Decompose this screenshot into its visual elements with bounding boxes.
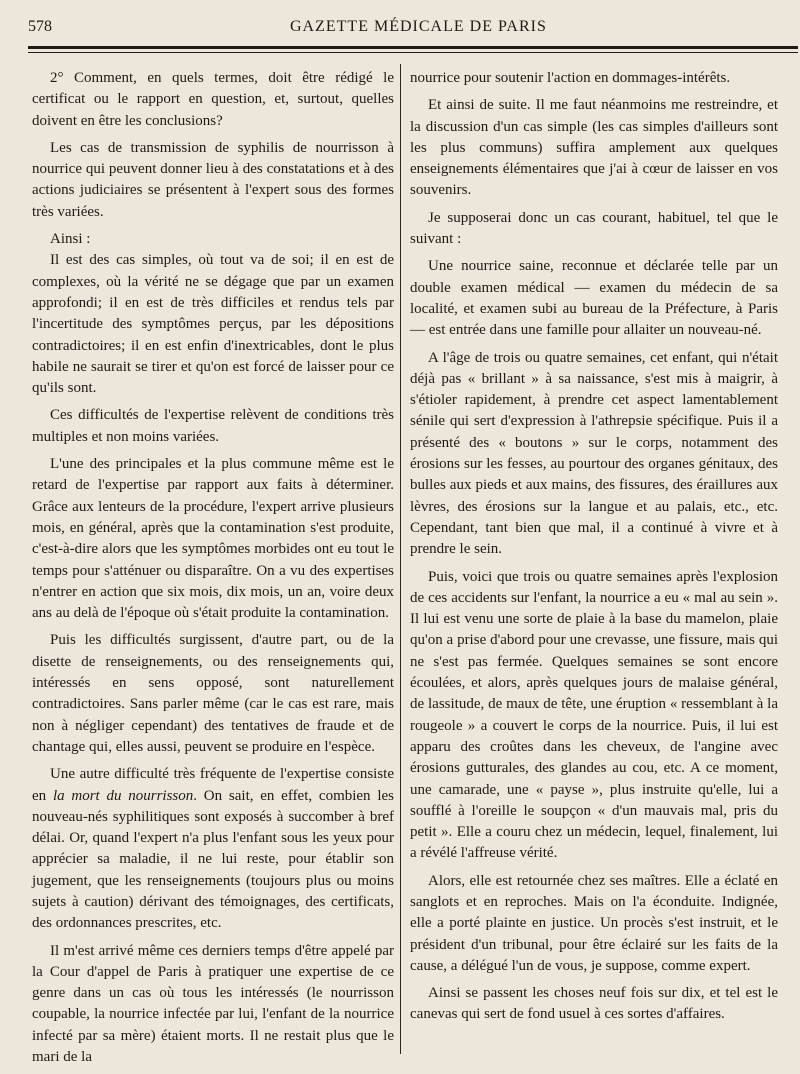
paragraph: Ainsi : — [50, 231, 91, 248]
paragraph: Je supposerai donc un cas courant, habituel, tel que le suivant : — [410, 209, 778, 248]
right-column — [410, 68, 778, 1032]
paragraph: Les cas de transmission de syphilis de nourrisson à nourrice qui peuvent donner lieu à des constatations et à des actions judiciaires se présentent à l'expert sous des formes très variées. — [32, 139, 394, 220]
paragraph: nourrice pour soutenir l'action en dommages-intérêts. — [410, 70, 731, 86]
paragraph: Une nourrice saine, reconnue et déclarée telle par un double examen médical — examen du médecin de sa localité, et examen subi au bureau de la Préfecture, à Paris — est entrée dans une famille pour allaiter un nouveau-né. — [410, 258, 778, 339]
paragraph: L'une des principales et la plus commune même est le retard de l'expertise par rapport aux faits à déterminer. Grâce aux lenteurs de la procédure, l'expert arrive plusieurs mois, en général, après que la contamination s'est produite, c'est-à-dire alors que les symptômes morbides ont eu tout le temps pour s'atténuer ou disparaître. On a vu des expertises n'entrer en action que six mois, dix mois, un an, voire deux ans au delà de l'époque où s'était produite la contamination. — [32, 456, 394, 622]
paragraph: Puis, voici que trois ou quatre semaines après l'explosion de ces accidents sur l'enfant, la nourrice a eu « mal au sein ». Il lui est venu une sorte de plaie à la base du mamelon, plaie qu'on a prise d'abord pour une crevasse, une fissure, mais qui ne s'est pas fermée. Quelques semaines se sont encore écoulées, et alors, après quelques jours de malaise général, de lassitude, de maux de tête, une éruption « ressemblant à la rougeole » a couvert le corps de la nourrice. Puis, il lui est apparu des croûtes dans les cheveux, de l'angine avec érosions gutturales, des glandes au cou, etc. A ce moment, une camarade, une « payse », plus instruite qu'elle, lui a soufflé à l'oreille le soupçon « d'un mauvais mal, pris du petit ». Elle a couru chez un médecin, lequel, finalement, lui a révélé l'affreuse vérité. — [410, 568, 778, 862]
page-header — [28, 14, 798, 42]
paragraph: Alors, elle est retournée chez ses maîtres. Elle a éclaté en sanglots et en reproches. Mais on l'a éconduite. Indignée, elle a porté plainte en justice. Un procès s'est instruit, et le président d'un tribunal, pour être éclairé sur les faits de la cause, a délégué l'un de vous, je suppose, comme expert. — [410, 872, 778, 974]
paragraph-text: . On sait, en effet, combien les nouveau-nés syphilitiques sont exposés à succomber à bref délai. Or, quand l'expert n'a plus l'enfant sous les yeux pour apprécier sa maladie, il ne lui reste, pour établir son jugement, que les renseignements (toujours plus ou moins sujets à caution) dérivant des témoignages, des certificats, des ordonnances prescrites, etc. — [32, 787, 394, 932]
paragraph: Puis les difficultés surgissent, d'autre part, ou de la disette de renseignements, ou des renseignements qui, intéressés en sens opposé, sont naturellement contradictoires. Sans parler même (car le cas est rare, mais non à négliger cependant) des tentatives de fraude et de chantage qui, elles aussi, peuvent se produire en l'espèce. — [32, 632, 394, 755]
paragraph: Ces difficultés de l'expertise relèvent de conditions très multiples et non moins variées. — [32, 407, 394, 445]
paragraph: Il m'est arrivé même ces derniers temps d'être appelé par la Cour d'appel de Paris à pratiquer une expertise de ce genre dans un cas où tous les intéressés (le nourrisson coupable, la nourrice infectée par lui, l'enfant de la nourrice infecté par sa mère) étaient morts. Il ne restait plus que le mari de la — [32, 942, 394, 1066]
left-column — [32, 68, 394, 1074]
paragraph: Il est des cas simples, où tout va de soi; il en est de complexes, où la vérité ne se dégage que par un examen approfondi; il en est de très difficiles et rendus tels par l'incertitude des symptômes perçus, par les dépositions contradictoires; il en est enfin d'inextricables, dont le plus habile ne saurait se tirer et qu'on est forcé de laisser pour ce qu'ils sont. — [32, 252, 394, 397]
paragraph: A l'âge de trois ou quatre semaines, cet enfant, qui n'était déjà pas « brillant » à sa naissance, s'est mis à maigrir, à s'étioler rapidement, à prendre cet aspect lamentablement sénile qui sert d'expression à l'athrepsie spécifique. Puis il a présenté des « boutons » sur le corps, notamment des érosions sur les fesses, au pourtour des organes génitaux, des bulles aux pieds et aux mains, des fissures, des éraillures aux lèvres, des érosions sur la langue et au palais, etc., etc. Cependant, tant bien que mal, il a continué à vivre et à prendre le sein. — [410, 349, 778, 558]
journal-title: GAZETTE MÉDICALE DE PARIS — [290, 18, 547, 35]
column-divider — [400, 64, 401, 1054]
paragraph — [32, 764, 394, 934]
emphasis-text: la mort du nourrisson — [52, 787, 194, 804]
paragraph: Ainsi se passent les choses neuf fois sur dix, et tel est le canevas qui sert de fond usuel à ces sortes d'affaires. — [410, 985, 778, 1023]
paragraph: 2° Comment, en quels termes, doit être rédigé le certificat ou le rapport en question, et, surtout, quelles doivent en être les conclusions? — [32, 70, 394, 129]
header-rule — [28, 46, 798, 49]
paragraph-text: Une autre difficulté très fréquente de l'expertise consiste en — [32, 766, 394, 804]
header-rule-thin — [28, 52, 798, 53]
paragraph: Et ainsi de suite. Il me faut néanmoins me restreindre, et la discussion d'un cas simple (les cas simples d'ailleurs sont les plus communs) suffira amplement aux quelques enseignements élémentaires que j'ai à cœur de laisser en vos souvenirs. — [410, 97, 778, 199]
page-number: 578 — [28, 18, 52, 35]
